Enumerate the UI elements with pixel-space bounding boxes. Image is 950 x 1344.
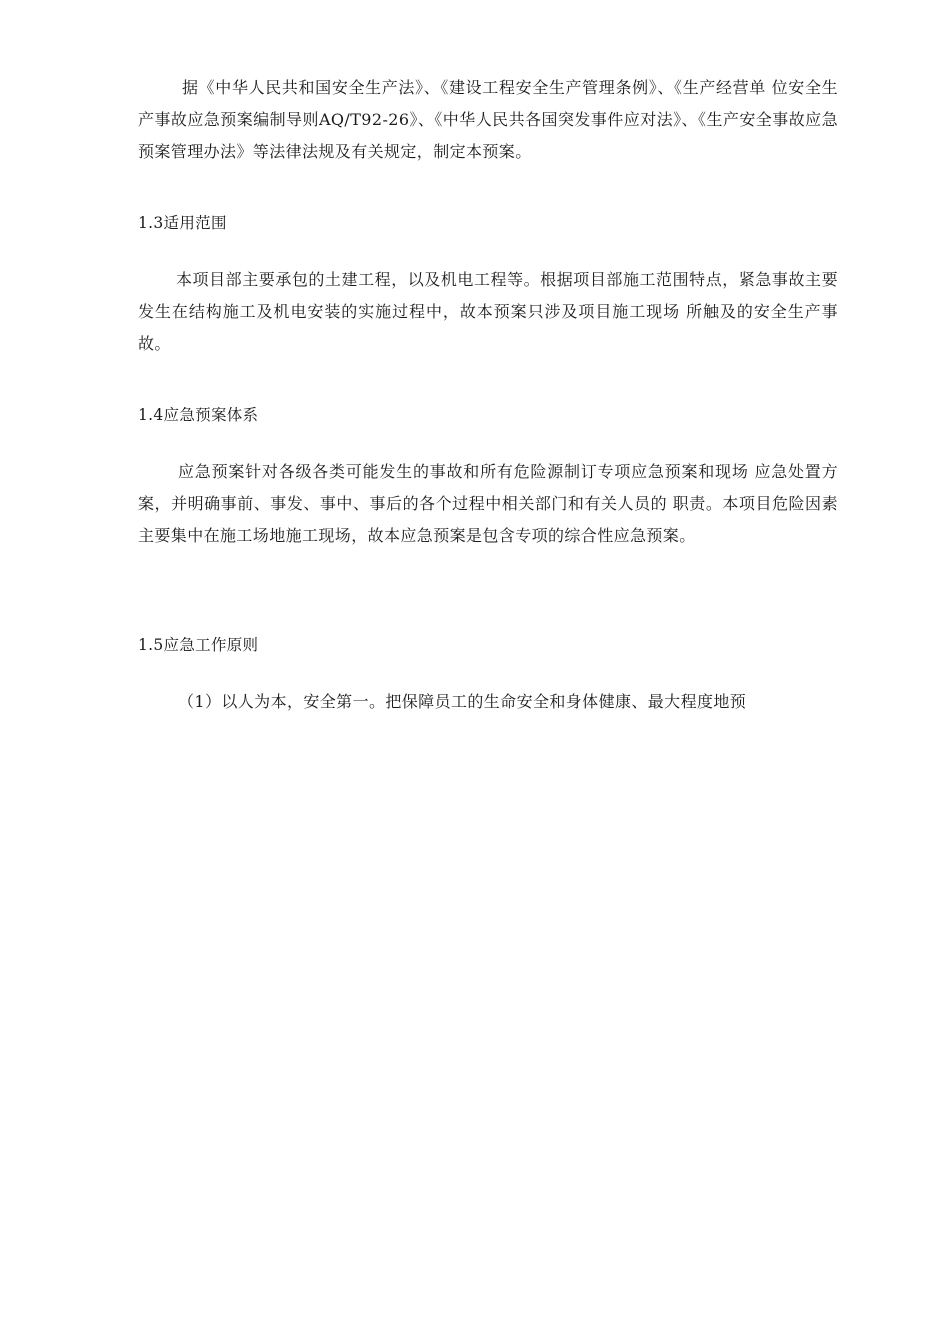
paragraph-plan-system: 应急预案针对各级各类可能发生的事故和所有危险源制订专项应急预案和现场 应急处置方案，并明确事前、事发、事中、事后的各个过程中相关部门和有关人员的 职责。本项目危险因素主要集中在施工场地施工现场，故本应急预案是包含专项的综合性应急预案。 <box>138 462 838 545</box>
paragraph-principle-1: （1）以人为本，安全第一。把保障员工的生命安全和身体健康、最大程度地预 <box>178 692 747 711</box>
section-heading-1-5: 1.5应急工作原则 <box>138 636 259 654</box>
paragraph-scope: 本项目部主要承包的土建工程，以及机电工程等。根据项目部施工范围特点，紧急事故主要发生在结构施工及机电安装的实施过程中，故本预案只涉及项目施工现场 所触及的安全生产事故。 <box>138 270 838 353</box>
section-heading-1-4: 1.4应急预案体系 <box>138 406 259 424</box>
section-heading-1-3: 1.3适用范围 <box>138 214 227 232</box>
paragraph-legal-basis: 据《中华人民共和国安全生产法》、《建设工程安全生产管理条例》、《生产经营单 位安全生产事故应急预案编制导则AQ/T92-26》、《中华人民共各国突发事件应对法》、《生产安全事故应急预案管理办法》等法律法规及有关规定，制定本预案。 <box>138 78 838 161</box>
